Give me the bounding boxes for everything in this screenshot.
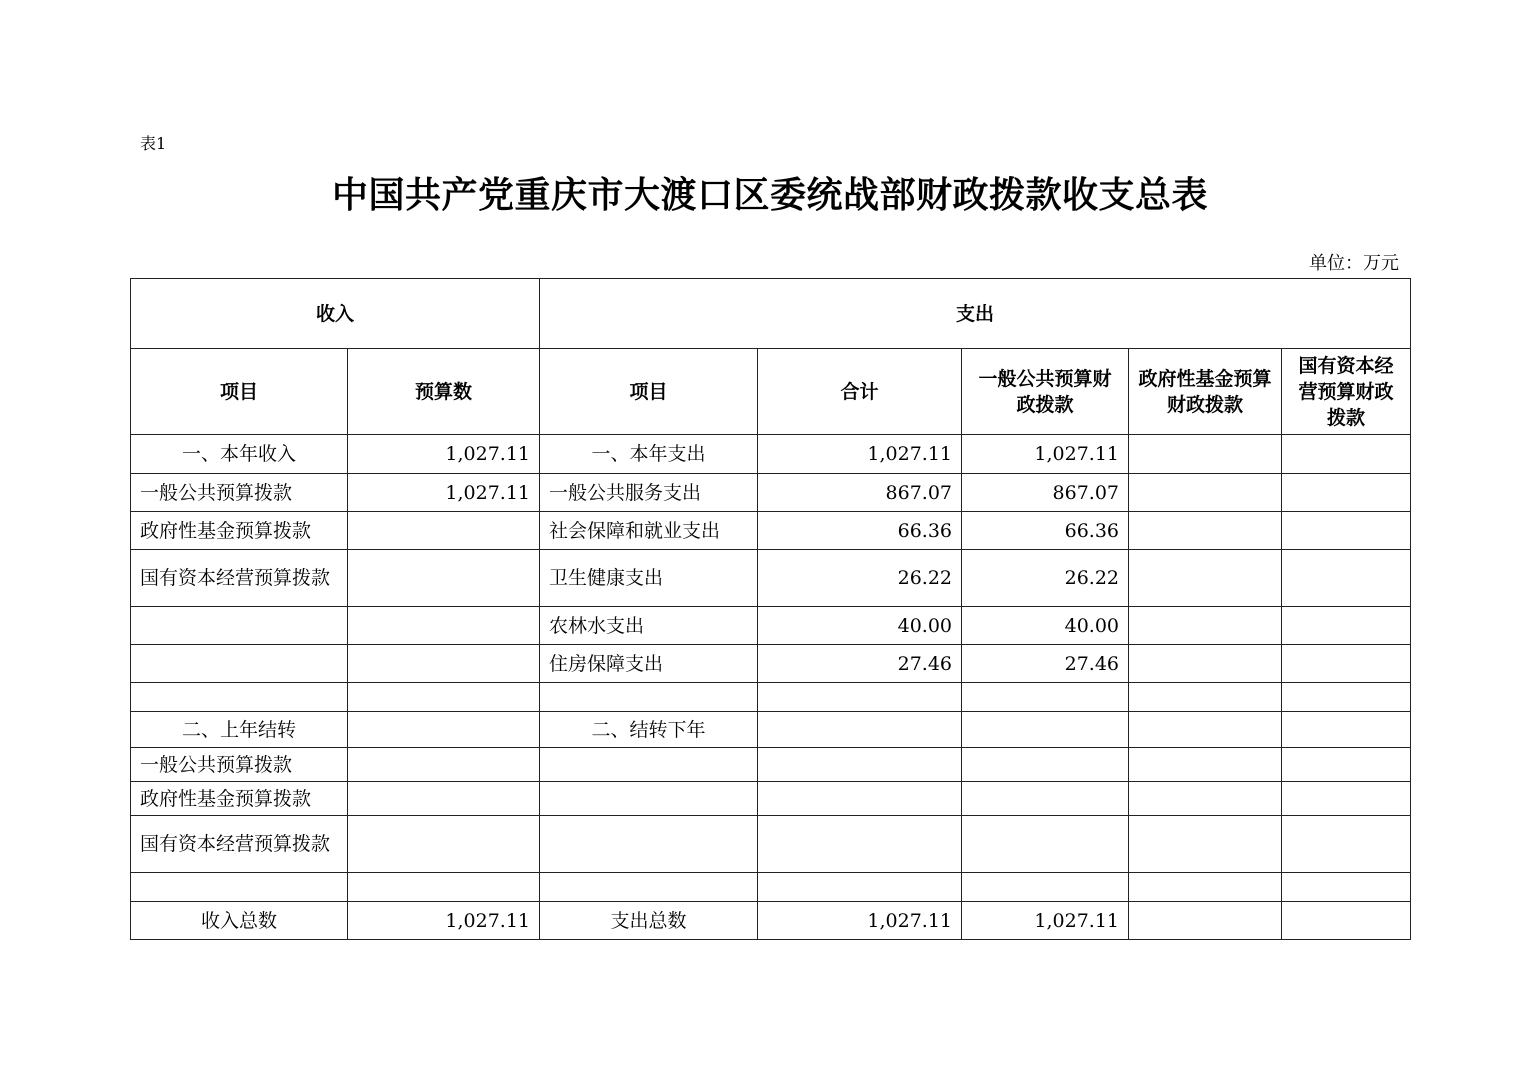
gov-fund-cell: [1129, 782, 1282, 816]
expense-item-cell: 卫生健康支出: [540, 550, 758, 607]
expense-item-cell: [540, 683, 758, 712]
state-capital-cell: [1282, 816, 1411, 873]
table-row: [131, 816, 1411, 873]
table-row: [131, 474, 1411, 512]
income-item-header: 项目: [131, 349, 348, 435]
total-cell: 40.00: [758, 607, 962, 645]
total-cell: 867.07: [758, 474, 962, 512]
income-item-cell: 二、上年结转: [131, 712, 348, 748]
general-budget-cell: 867.07: [962, 474, 1129, 512]
gov-fund-cell: [1129, 550, 1282, 607]
income-budget-cell: [348, 712, 540, 748]
table-row: [131, 902, 1411, 940]
total-cell: [758, 782, 962, 816]
total-cell: 66.36: [758, 512, 962, 550]
income-item-cell: [131, 683, 348, 712]
general-budget-cell: [962, 712, 1129, 748]
general-budget-cell: 1,027.11: [962, 435, 1129, 474]
general-budget-cell: 27.46: [962, 645, 1129, 683]
income-item-cell: 收入总数: [131, 902, 348, 940]
gov-fund-header: 政府性基金预算财政拨款: [1129, 349, 1282, 435]
income-item-cell: [131, 607, 348, 645]
expense-item-cell: [540, 816, 758, 873]
state-capital-cell: [1282, 902, 1411, 940]
income-item-cell: 国有资本经营预算拨款: [131, 816, 348, 873]
income-budget-cell: 1,027.11: [348, 902, 540, 940]
general-budget-cell: [962, 683, 1129, 712]
state-capital-cell: [1282, 474, 1411, 512]
general-budget-cell: [962, 873, 1129, 902]
gov-fund-cell: [1129, 816, 1282, 873]
income-header: 收入: [131, 279, 540, 349]
table-label: 表1: [140, 134, 167, 153]
income-budget-cell: [348, 873, 540, 902]
general-budget-cell: 40.00: [962, 607, 1129, 645]
gov-fund-cell: [1129, 873, 1282, 902]
general-budget-header: 一般公共预算财政拨款: [962, 349, 1129, 435]
expense-item-cell: 一般公共服务支出: [540, 474, 758, 512]
state-capital-cell: [1282, 782, 1411, 816]
general-budget-cell: 1,027.11: [962, 902, 1129, 940]
state-capital-cell: [1282, 550, 1411, 607]
total-cell: 1,027.11: [758, 902, 962, 940]
expense-item-cell: 住房保障支出: [540, 645, 758, 683]
state-capital-cell: [1282, 645, 1411, 683]
expense-item-cell: 支出总数: [540, 902, 758, 940]
expense-item-cell: 社会保障和就业支出: [540, 512, 758, 550]
expense-header: 支出: [540, 279, 1411, 349]
expense-item-cell: [540, 782, 758, 816]
total-cell: [758, 683, 962, 712]
gov-fund-cell: [1129, 683, 1282, 712]
budget-table: [130, 278, 1411, 940]
income-budget-cell: [348, 645, 540, 683]
expense-item-cell: 农林水支出: [540, 607, 758, 645]
income-budget-cell: [348, 550, 540, 607]
expense-item-cell: 二、结转下年: [540, 712, 758, 748]
general-budget-cell: 66.36: [962, 512, 1129, 550]
income-item-cell: [131, 873, 348, 902]
unit-label: 单位：万元: [1309, 253, 1399, 274]
table-row: [131, 645, 1411, 683]
income-budget-cell: [348, 748, 540, 782]
gov-fund-cell: [1129, 645, 1282, 683]
income-budget-cell: [348, 782, 540, 816]
gov-fund-cell: [1129, 902, 1282, 940]
state-capital-cell: [1282, 435, 1411, 474]
state-capital-cell: [1282, 748, 1411, 782]
gov-fund-cell: [1129, 474, 1282, 512]
income-budget-cell: [348, 607, 540, 645]
state-capital-cell: [1282, 873, 1411, 902]
table-row: [131, 512, 1411, 550]
state-capital-cell: [1282, 683, 1411, 712]
total-header: 合计: [758, 349, 962, 435]
general-budget-cell: [962, 748, 1129, 782]
income-item-cell: 国有资本经营预算拨款: [131, 550, 348, 607]
table-row: [131, 712, 1411, 748]
income-item-cell: 政府性基金预算拨款: [131, 512, 348, 550]
income-item-cell: 一般公共预算拨款: [131, 474, 348, 512]
table-row: [131, 683, 1411, 712]
general-budget-cell: 26.22: [962, 550, 1129, 607]
general-budget-cell: [962, 782, 1129, 816]
table-row: [131, 748, 1411, 782]
expense-item-cell: [540, 873, 758, 902]
gov-fund-cell: [1129, 512, 1282, 550]
table-row: [131, 782, 1411, 816]
total-cell: 27.46: [758, 645, 962, 683]
total-cell: [758, 748, 962, 782]
state-capital-cell: [1282, 607, 1411, 645]
income-item-cell: 一般公共预算拨款: [131, 748, 348, 782]
gov-fund-cell: [1129, 607, 1282, 645]
income-item-cell: [131, 645, 348, 683]
total-cell: [758, 816, 962, 873]
income-budget-cell: 1,027.11: [348, 435, 540, 474]
gov-fund-cell: [1129, 712, 1282, 748]
state-capital-cell: [1282, 712, 1411, 748]
total-cell: 1,027.11: [758, 435, 962, 474]
income-budget-header: 预算数: [348, 349, 540, 435]
header-row-sub: [131, 349, 1411, 435]
general-budget-cell: [962, 816, 1129, 873]
total-cell: [758, 873, 962, 902]
state-capital-cell: [1282, 512, 1411, 550]
expense-item-header: 项目: [540, 349, 758, 435]
gov-fund-cell: [1129, 748, 1282, 782]
income-budget-cell: [348, 683, 540, 712]
expense-item-cell: 一、本年支出: [540, 435, 758, 474]
state-capital-header: 国有资本经营预算财政拨款: [1282, 349, 1411, 435]
table-row: [131, 607, 1411, 645]
expense-item-cell: [540, 748, 758, 782]
income-budget-cell: 1,027.11: [348, 474, 540, 512]
table-row: [131, 550, 1411, 607]
total-cell: 26.22: [758, 550, 962, 607]
total-cell: [758, 712, 962, 748]
income-item-cell: 一、本年收入: [131, 435, 348, 474]
income-budget-cell: [348, 816, 540, 873]
document-title: 中国共产党重庆市大渡口区委统战部财政拨款收支总表: [331, 175, 1208, 216]
header-row-top: [131, 279, 1411, 349]
table-row: [131, 435, 1411, 474]
income-budget-cell: [348, 512, 540, 550]
income-item-cell: 政府性基金预算拨款: [131, 782, 348, 816]
gov-fund-cell: [1129, 435, 1282, 474]
table-row: [131, 873, 1411, 902]
